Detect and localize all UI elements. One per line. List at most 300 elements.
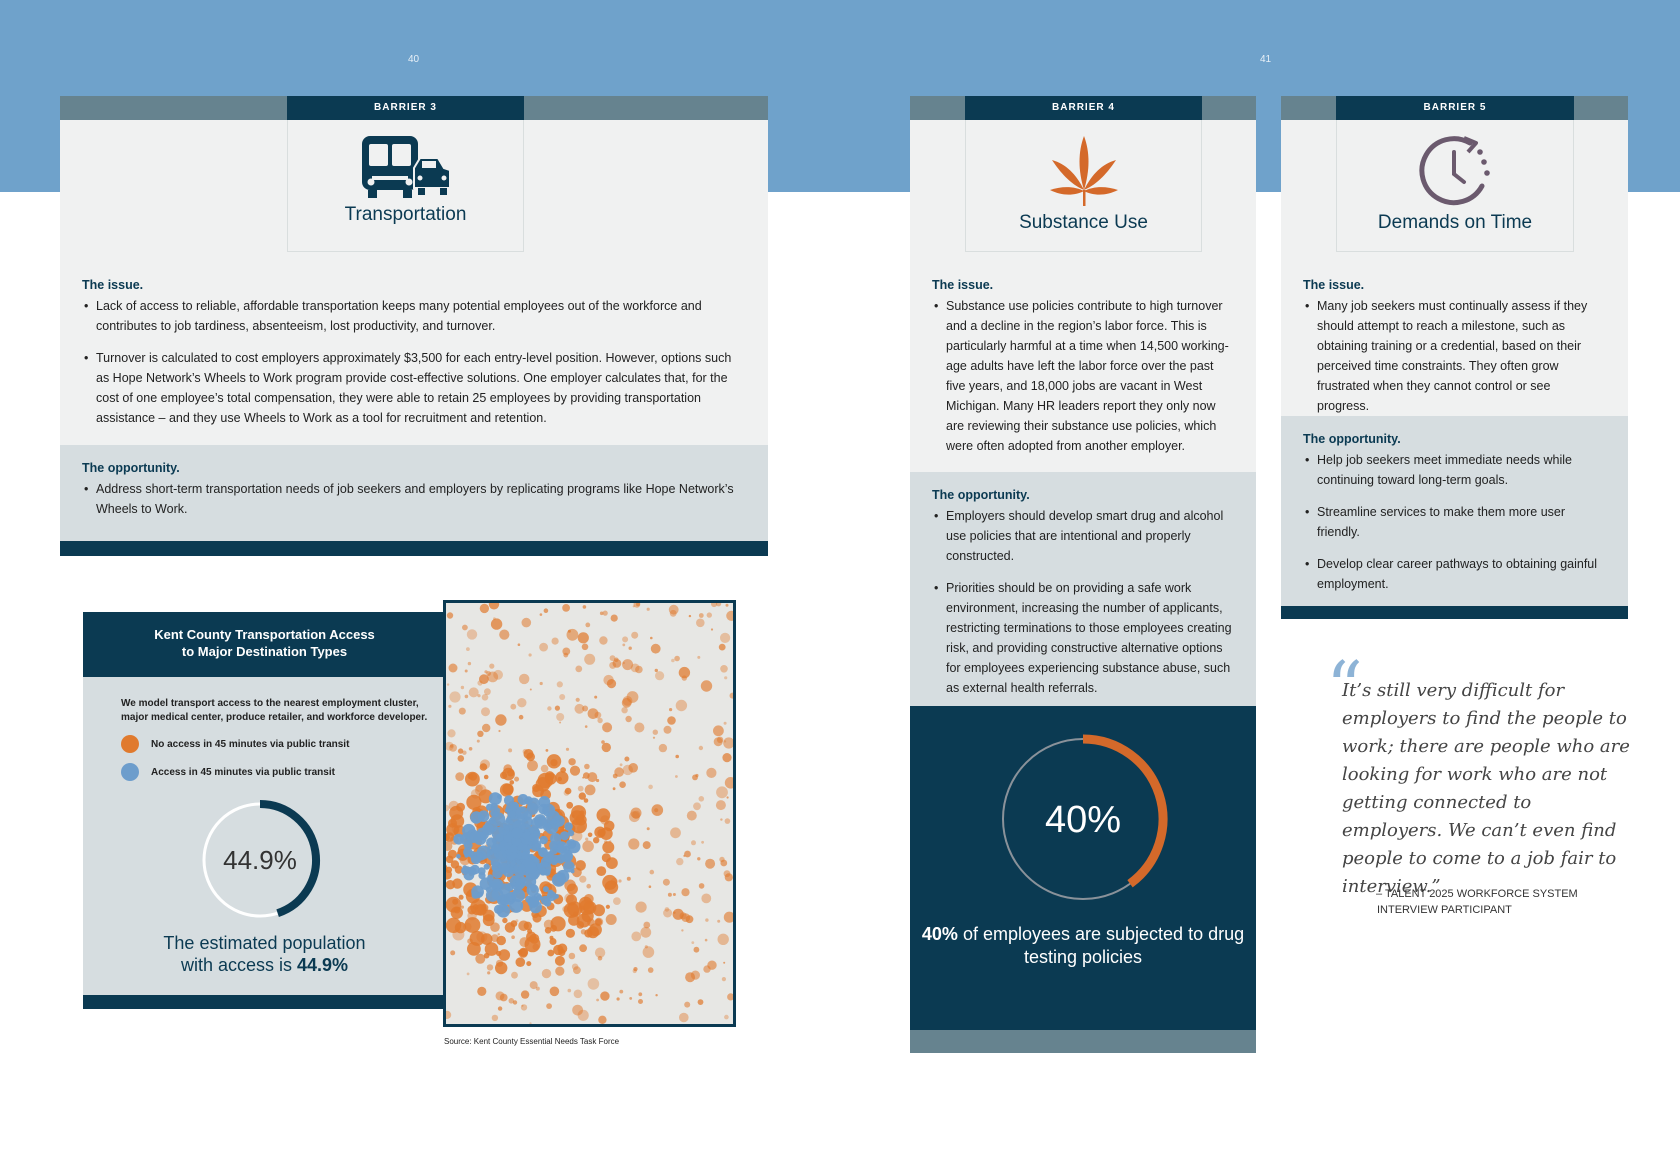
map-dot — [643, 946, 655, 958]
map-dot — [714, 737, 723, 746]
issue-bullet: • Turnover is calculated to cost employers approximately $3,500 for each entry-level position. However, options such as Hope Network’s Wheels to Work program provide cost-effective solutions. One employer calculates that, for the cost of one employee’s total compensation, they were able to retain 25 employees by providing transportation assistance – and they use Wheels to Work as a tool for recruitment and retention. — [82, 348, 746, 428]
map-dot — [509, 899, 523, 913]
map-dot — [724, 1015, 729, 1020]
opportunity-heading: The opportunity. — [1303, 432, 1401, 446]
map-dot — [496, 951, 501, 956]
issue-bullet: • Many job seekers must continually assess if they should attempt to reach a milestone, such as obtaining training or a credential, based on their perceived time constraints. They often grow frustrated when they cannot control or see progress. — [1303, 296, 1602, 416]
map-dot — [697, 857, 700, 860]
map-dot — [695, 774, 698, 777]
opportunity-bullet: • Streamline services to make them more user friendly. — [1303, 502, 1602, 542]
map-dot — [669, 605, 679, 615]
map-dot — [718, 934, 729, 945]
map-dot — [479, 815, 484, 820]
map-dot — [522, 851, 530, 859]
map-dot — [565, 788, 572, 795]
map-dot — [555, 706, 560, 711]
map-dot — [664, 726, 672, 734]
barrier4-tab: BARRIER 4 — [965, 96, 1202, 120]
attribution-line1: – TALENT 2025 WORKFORCE SYSTEM — [1376, 888, 1578, 900]
map-dot — [483, 914, 495, 926]
map-dot — [477, 694, 480, 697]
map-dot — [703, 965, 710, 972]
barrier3-title-box — [287, 120, 524, 252]
map-dot — [716, 800, 726, 810]
map-dot — [539, 643, 548, 652]
map-dot — [719, 644, 726, 651]
barrier5-title: Demands on Time — [1377, 212, 1533, 233]
opportunity-bullet: • Employers should develop smart drug and alcohol use policies that are intentional and properly constructed. — [932, 506, 1234, 566]
card-bottom-strip — [910, 1029, 1256, 1053]
map-dot — [463, 832, 469, 838]
map-dot — [582, 841, 594, 853]
map-dot — [730, 693, 734, 699]
map-dot — [570, 766, 580, 776]
card-bottom-strip — [1281, 606, 1628, 619]
map-dot — [540, 613, 543, 616]
map-dot — [722, 753, 731, 762]
map-dot — [622, 644, 625, 647]
map-dot — [498, 730, 500, 732]
map-dot — [552, 638, 559, 645]
map-dot — [598, 1016, 606, 1024]
map-dot — [675, 755, 679, 759]
map-dot — [665, 907, 670, 912]
map-dot — [636, 902, 647, 913]
map-dot — [681, 929, 683, 931]
map-dot — [613, 897, 621, 905]
map-dot — [583, 605, 587, 609]
map-dot — [487, 874, 494, 881]
map-dot — [645, 945, 648, 948]
map-dot — [496, 936, 506, 946]
map-dot — [575, 666, 582, 673]
map-dot — [465, 670, 468, 673]
map-dot — [465, 695, 469, 699]
map-dot — [568, 989, 572, 993]
map-dot — [449, 664, 458, 673]
map-dot — [610, 655, 616, 661]
map-dot — [679, 667, 690, 678]
map-dot — [653, 730, 658, 735]
map-dot — [527, 803, 539, 815]
map-dot — [726, 604, 729, 607]
map-dot — [684, 851, 691, 858]
map-dot — [579, 876, 586, 883]
map-dot — [530, 689, 532, 691]
map-dot — [724, 676, 727, 679]
map-dot — [676, 700, 687, 711]
map-dot — [467, 942, 481, 956]
map-dot — [547, 754, 561, 768]
map-dot — [693, 802, 701, 810]
map-dot — [725, 777, 733, 789]
map-dot — [519, 674, 529, 684]
map-dot — [593, 904, 605, 916]
map-dot — [487, 672, 498, 683]
map-dot — [538, 847, 548, 857]
map-dot — [724, 912, 733, 923]
map-dot — [627, 877, 631, 881]
map-dot — [467, 867, 474, 874]
kent-county-map — [443, 600, 736, 1027]
map-dot — [492, 1015, 498, 1021]
map-dot — [602, 875, 617, 890]
map-dot — [542, 969, 551, 978]
map-dot — [689, 615, 691, 617]
map-dot — [491, 858, 500, 867]
map-dot — [647, 827, 650, 830]
map-dot — [698, 999, 704, 1005]
map-dot — [569, 953, 576, 960]
map-dot — [497, 794, 502, 799]
map-dot — [600, 827, 613, 840]
map-dot — [555, 771, 568, 784]
map-dot — [529, 841, 533, 845]
map-dot — [519, 949, 528, 958]
legend-label: No access in 45 minutes via public transit — [151, 738, 350, 750]
map-dot — [582, 644, 589, 651]
barrier5-title-box — [1336, 120, 1574, 252]
map-dot — [487, 971, 490, 974]
map-dot — [509, 998, 515, 1004]
map-dot — [467, 629, 477, 639]
map-dot — [671, 659, 675, 663]
map-dot — [620, 763, 623, 766]
map-dot — [648, 967, 654, 973]
map-dot — [484, 688, 491, 695]
map-dot — [558, 949, 565, 956]
map-dot — [526, 932, 536, 942]
map-dot — [487, 846, 491, 850]
map-dot — [470, 832, 481, 843]
map-dot — [468, 662, 471, 665]
map-title-line2: to Major Destination Types — [181, 644, 348, 659]
map-dot — [650, 637, 653, 640]
map-dot — [647, 608, 650, 611]
map-dot — [675, 775, 678, 778]
map-dot — [606, 905, 610, 909]
map-panel-bottom-strip — [83, 995, 446, 1009]
map-dot — [584, 654, 595, 665]
map-dot — [546, 1003, 552, 1009]
opportunity-bullet: • Develop clear career pathways to obtaining gainful employment. — [1303, 554, 1602, 594]
map-dot — [511, 920, 518, 927]
map-dot — [498, 1006, 502, 1010]
map-dot — [447, 729, 455, 737]
map-dot — [520, 807, 525, 812]
map-dot — [547, 706, 551, 710]
drug-testing-stat — [910, 706, 1256, 1030]
map-dot — [505, 808, 510, 813]
map-dot — [568, 758, 575, 765]
map-dot — [450, 744, 453, 747]
barrier3-opportunity-section — [60, 445, 768, 541]
map-dot — [578, 786, 584, 792]
map-dot — [611, 615, 618, 622]
barrier3-title: Transportation — [344, 204, 467, 225]
map-dot — [511, 935, 515, 939]
map-dot — [559, 694, 565, 700]
map-dot — [493, 811, 499, 817]
map-dot — [540, 682, 543, 685]
map-dot — [697, 656, 700, 659]
map-dot — [550, 833, 561, 844]
map-dot — [625, 716, 631, 722]
map-dot — [532, 785, 544, 797]
map-dot — [607, 679, 616, 688]
map-dot — [631, 632, 638, 639]
map-dot — [628, 838, 639, 849]
legend-label: Access in 45 minutes via public transit — [151, 766, 335, 778]
card-bottom-strip — [60, 541, 768, 556]
map-dot — [585, 838, 588, 841]
map-dot — [555, 967, 564, 976]
map-dot — [494, 905, 503, 914]
map-dot — [655, 671, 664, 680]
map-dot — [622, 659, 633, 670]
page-number-left: 40 — [408, 54, 420, 65]
map-dot — [617, 997, 620, 1000]
map-dot — [535, 816, 548, 829]
map-dot — [668, 893, 672, 897]
map-dot — [513, 864, 526, 877]
map-dot — [584, 764, 590, 770]
map-dot — [711, 603, 717, 607]
map-dot — [465, 917, 481, 933]
map-dot — [640, 927, 651, 938]
map-dot — [526, 961, 531, 966]
map-dot — [701, 894, 711, 904]
map-dot — [469, 687, 479, 697]
map-dot — [720, 633, 730, 643]
map-dot — [459, 895, 464, 900]
opportunity-bullet: • Help job seekers meet immediate needs while continuing toward long-term goals. — [1303, 450, 1602, 490]
map-dot — [447, 612, 453, 618]
map-dot — [724, 740, 726, 742]
map-dot — [564, 822, 572, 830]
map-dot — [655, 994, 657, 996]
map-dot — [673, 893, 676, 896]
map-dot — [502, 784, 513, 795]
map-dot — [491, 618, 502, 629]
map-dot — [576, 698, 580, 702]
map-dot — [482, 823, 494, 835]
map-dot — [585, 785, 596, 796]
attribution-line2: INTERVIEW PARTICIPANT — [1377, 904, 1512, 916]
map-dot — [526, 752, 535, 761]
map-dot — [517, 698, 526, 707]
map-dot — [466, 647, 470, 651]
map-dot — [716, 786, 728, 798]
map-dot — [489, 603, 499, 610]
map-dot — [495, 714, 506, 725]
map-dot — [600, 991, 609, 1000]
map-dot — [609, 662, 616, 669]
map-dot — [717, 920, 720, 923]
map-dot — [624, 757, 629, 762]
map-dot — [464, 854, 468, 858]
map-dot — [687, 811, 697, 821]
map-dot — [495, 834, 503, 842]
map-dot — [699, 796, 705, 802]
map-dot — [480, 763, 488, 771]
map-dot — [487, 964, 493, 970]
map-dot — [586, 884, 591, 889]
map-dot — [643, 841, 651, 849]
barrier4-issue-section — [910, 278, 1256, 468]
map-dot — [566, 802, 573, 809]
map-dot — [701, 841, 704, 844]
opportunity-heading: The opportunity. — [932, 488, 1030, 502]
map-dot — [498, 933, 500, 935]
map-dot — [558, 777, 562, 781]
map-dot — [481, 707, 490, 716]
map-dot — [491, 845, 497, 851]
map-dot — [449, 691, 460, 702]
map-dot — [701, 680, 712, 691]
map-dot — [508, 748, 512, 752]
map-dot — [711, 628, 713, 630]
map-dot — [554, 894, 559, 899]
map-dot — [705, 939, 708, 942]
clock-icon — [1418, 134, 1492, 208]
map-dot — [726, 611, 733, 621]
map-dot — [594, 696, 597, 699]
map-dot — [563, 861, 575, 873]
map-dot — [453, 834, 464, 845]
map-dot — [720, 818, 722, 820]
map-dot — [477, 987, 486, 996]
map-dot — [551, 818, 556, 823]
map-dot — [691, 971, 700, 980]
map-dot — [676, 858, 683, 865]
map-dot — [466, 795, 481, 810]
map-dot — [484, 953, 490, 959]
map-info-panel — [83, 612, 446, 1009]
map-dot — [465, 772, 480, 787]
map-dot — [673, 909, 684, 920]
map-dot — [477, 731, 483, 737]
map-dot — [588, 833, 593, 838]
map-dot — [696, 619, 705, 628]
map-dot — [670, 827, 681, 838]
map-dot — [458, 755, 465, 762]
map-dot — [691, 941, 694, 944]
map-dot — [527, 760, 538, 771]
map-source: Source: Kent County Essential Needs Task Force — [444, 1037, 620, 1046]
map-dot — [629, 997, 632, 1000]
map-dot — [504, 795, 514, 805]
stat-gauge — [995, 731, 1171, 907]
map-dot — [563, 653, 568, 658]
map-dot — [472, 852, 483, 863]
issue-bullet: • Substance use policies contribute to high turnover and a decline in the region’s labor force. This is particularly harmful at a time when 14,500 working-age adults have left the labor force over the past five years, and 18,000 jobs are vacant in West Michigan. Many HR leaders report they only now are reviewing their substance use policies, which were often adopted from another employer. — [932, 296, 1234, 456]
map-dot — [461, 686, 464, 689]
quote-mark-icon: “ — [1326, 646, 1363, 730]
map-dot — [673, 912, 675, 914]
map-dot — [596, 999, 599, 1002]
opportunity-bullet: • Address short-term transportation needs of job seekers and employers by replicating programs like Hope Network’s Wheels to Work. — [82, 479, 746, 519]
map-dot — [467, 973, 470, 976]
map-dot — [552, 873, 566, 887]
map-dot — [651, 644, 661, 654]
opportunity-bullet: • Priorities should be on providing a safe work environment, increasing the number of applicants, restricting terminations to those employees creating risk, and providing constructive alternative options for employees experiencing substance abuse, such as external health referrals. — [932, 578, 1234, 698]
map-dot — [511, 972, 518, 979]
map-dot — [579, 897, 592, 910]
gauge-label: 44.9% — [223, 845, 297, 875]
map-dot — [529, 653, 532, 656]
map-dot — [502, 918, 507, 923]
map-dot — [619, 781, 626, 788]
map-dot — [484, 670, 487, 673]
legend-dot-orange — [121, 735, 139, 753]
map-dot — [579, 944, 587, 952]
map-dot — [570, 810, 585, 825]
map-dot — [447, 683, 449, 685]
access-gauge — [195, 795, 325, 925]
map-dot — [614, 767, 624, 777]
map-dot — [556, 854, 565, 863]
map-dot — [521, 990, 529, 998]
map-dot — [530, 884, 537, 891]
barrier4-title-box — [965, 120, 1202, 252]
legend-item-no-access — [121, 735, 446, 753]
map-dot — [458, 748, 463, 753]
map-dot — [575, 860, 586, 871]
map-dot — [585, 623, 590, 628]
map-dot — [598, 956, 603, 961]
map-dot — [489, 664, 494, 669]
map-dot — [638, 992, 642, 996]
map-dot — [550, 936, 554, 940]
map-dot — [633, 969, 637, 973]
map-dot — [562, 604, 570, 612]
map-dot — [705, 859, 715, 869]
map-dot — [536, 895, 542, 901]
map-dot — [511, 827, 522, 838]
map-dot — [595, 919, 602, 926]
map-dot — [541, 765, 549, 773]
map-dot — [653, 737, 655, 739]
map-dot — [525, 796, 533, 804]
map-dot — [681, 888, 689, 896]
stat-caption-text: of employees are subjected to drug testing policies — [962, 924, 1245, 967]
map-dot — [577, 914, 591, 928]
barrier3-issue-section — [60, 278, 768, 440]
map-dot — [596, 866, 606, 876]
map-dot — [600, 612, 604, 616]
map-dot — [516, 957, 526, 967]
map-dot — [568, 630, 571, 633]
map-dot — [524, 922, 532, 930]
map-panel-title — [83, 612, 446, 677]
map-dot — [566, 748, 569, 751]
map-dot — [469, 747, 473, 751]
caption-line1: The estimated population — [163, 933, 366, 953]
map-dot — [699, 883, 705, 889]
map-dot — [597, 718, 602, 723]
map-dot — [652, 804, 664, 816]
map-dot — [622, 636, 628, 642]
map-dot — [522, 618, 532, 628]
map-dot — [663, 879, 670, 886]
map-dot — [623, 662, 625, 664]
map-dot — [648, 785, 653, 790]
map-dot — [493, 617, 496, 620]
map-dot — [618, 879, 621, 882]
map-dot — [482, 724, 490, 732]
caption-line2-text: with access is — [180, 955, 297, 975]
